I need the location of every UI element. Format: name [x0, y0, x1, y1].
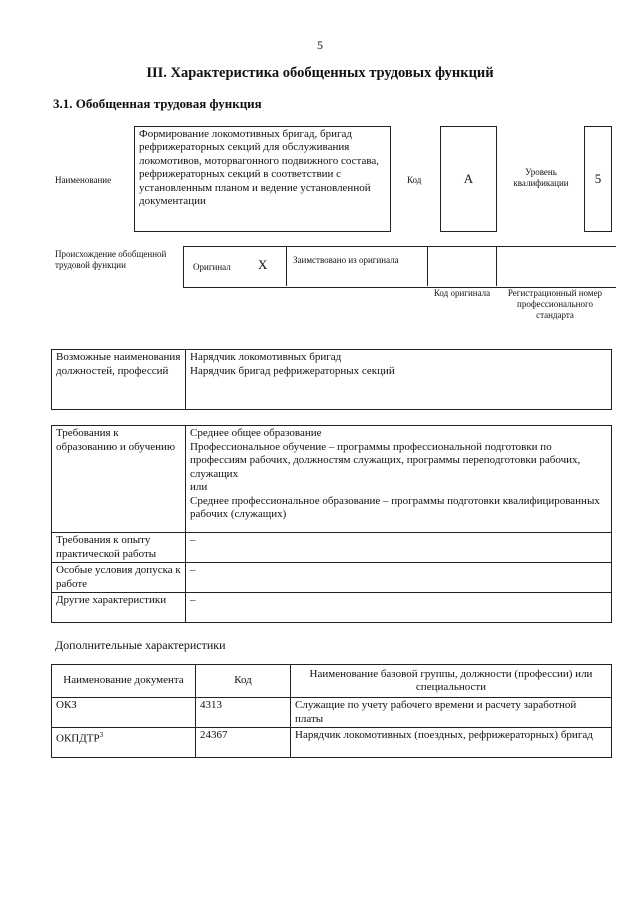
page-number: 5: [317, 38, 323, 52]
additional-header-row: [52, 665, 612, 698]
reg-number-label: Регистрационный номер профессионального стандарта: [507, 288, 603, 320]
header-doc: Наименование документа: [52, 665, 196, 698]
subsection-title: 3.1. Обобщенная трудовая функция: [53, 96, 262, 111]
row-name: Нарядчик локомотивных (поездных, рефрижераторных) бригад: [291, 728, 612, 758]
header-name: Наименование базовой группы, должности (профессии) или специальности: [291, 665, 612, 698]
education-line: Среднее профессиональное образование – программы подготовки квалифицированных рабочих (служащих): [190, 494, 600, 520]
row-doc: [52, 698, 196, 728]
row-code: 4313: [196, 698, 291, 728]
name-label: Наименование: [55, 175, 112, 185]
education-line: или: [190, 481, 208, 493]
function-name-value: Формирование локомотивных бригад, бригад рефрижераторных секций для обслуживания локомотивов, моторвагонного подвижного состава, рефрижераторных секций в соответствии с установленным планом и ведение установленной документации: [139, 128, 380, 208]
table-row: [52, 728, 612, 758]
conditions-row: [52, 563, 612, 593]
positions-table: [51, 349, 612, 410]
requirements-table: [51, 425, 612, 623]
education-values: [186, 426, 612, 533]
education-line: Среднее общее образование: [190, 427, 322, 439]
header-code: Код: [196, 665, 291, 698]
level-label: Уровень квалификации: [513, 167, 569, 188]
additional-table: [51, 664, 612, 758]
code-label: Код: [407, 175, 422, 185]
row-code: 24367: [196, 728, 291, 758]
origin-label: Происхождение обобщенной трудовой функции: [55, 249, 167, 270]
origin-divider-3: [496, 246, 497, 286]
conditions-value: –: [186, 563, 612, 593]
experience-row: [52, 533, 612, 563]
education-label: Требования к образованию и обучению: [52, 426, 186, 533]
row-doc-footnote: 3: [99, 731, 104, 739]
positions-values: [186, 350, 612, 410]
origin-row: [183, 246, 616, 288]
code-value: A: [463, 171, 474, 186]
origin-divider: [286, 246, 287, 286]
row-doc-text: ОКПДТР: [56, 732, 100, 745]
other-row: [52, 593, 612, 623]
row-name: Служащие по учету рабочего времени и расчету заработной платы: [291, 698, 612, 728]
additional-title: Дополнительные характеристики: [55, 638, 226, 652]
original-mark: X: [258, 257, 268, 272]
row-doc: [52, 728, 196, 758]
origin-divider-2: [427, 246, 428, 286]
row-doc-text: ОКЗ: [56, 699, 77, 711]
experience-value: –: [186, 533, 612, 563]
experience-label: Требования к опыту практической работы: [52, 533, 186, 563]
position-item: Нарядчик бригад рефрижераторных секций: [190, 364, 395, 377]
original-label: Оригинал: [193, 262, 231, 272]
code-value-box: [440, 126, 497, 232]
table-row: [52, 698, 612, 728]
positions-label: Возможные наименования должностей, профессий: [52, 350, 186, 410]
other-value: –: [186, 593, 612, 623]
position-item: Нарядчик локомотивных бригад: [190, 351, 342, 363]
function-name-box: [134, 126, 391, 232]
positions-row: [52, 350, 612, 410]
original-code-label: Код оригинала: [433, 288, 491, 298]
conditions-label: Особые условия допуска к работе: [52, 563, 186, 593]
education-line: Профессиональное обучение – программы профессиональной подготовки по профессиям рабочих, должностям служащих, программы переподготовки рабочих, служащих: [190, 440, 581, 480]
level-value-box: [584, 126, 612, 232]
borrowed-label: Заимствовано из оригинала: [293, 255, 399, 265]
level-value: 5: [594, 171, 602, 186]
section-title: III. Характеристика обобщенных трудовых функций: [146, 65, 494, 81]
education-row: [52, 426, 612, 533]
other-label: Другие характеристики: [52, 593, 186, 623]
